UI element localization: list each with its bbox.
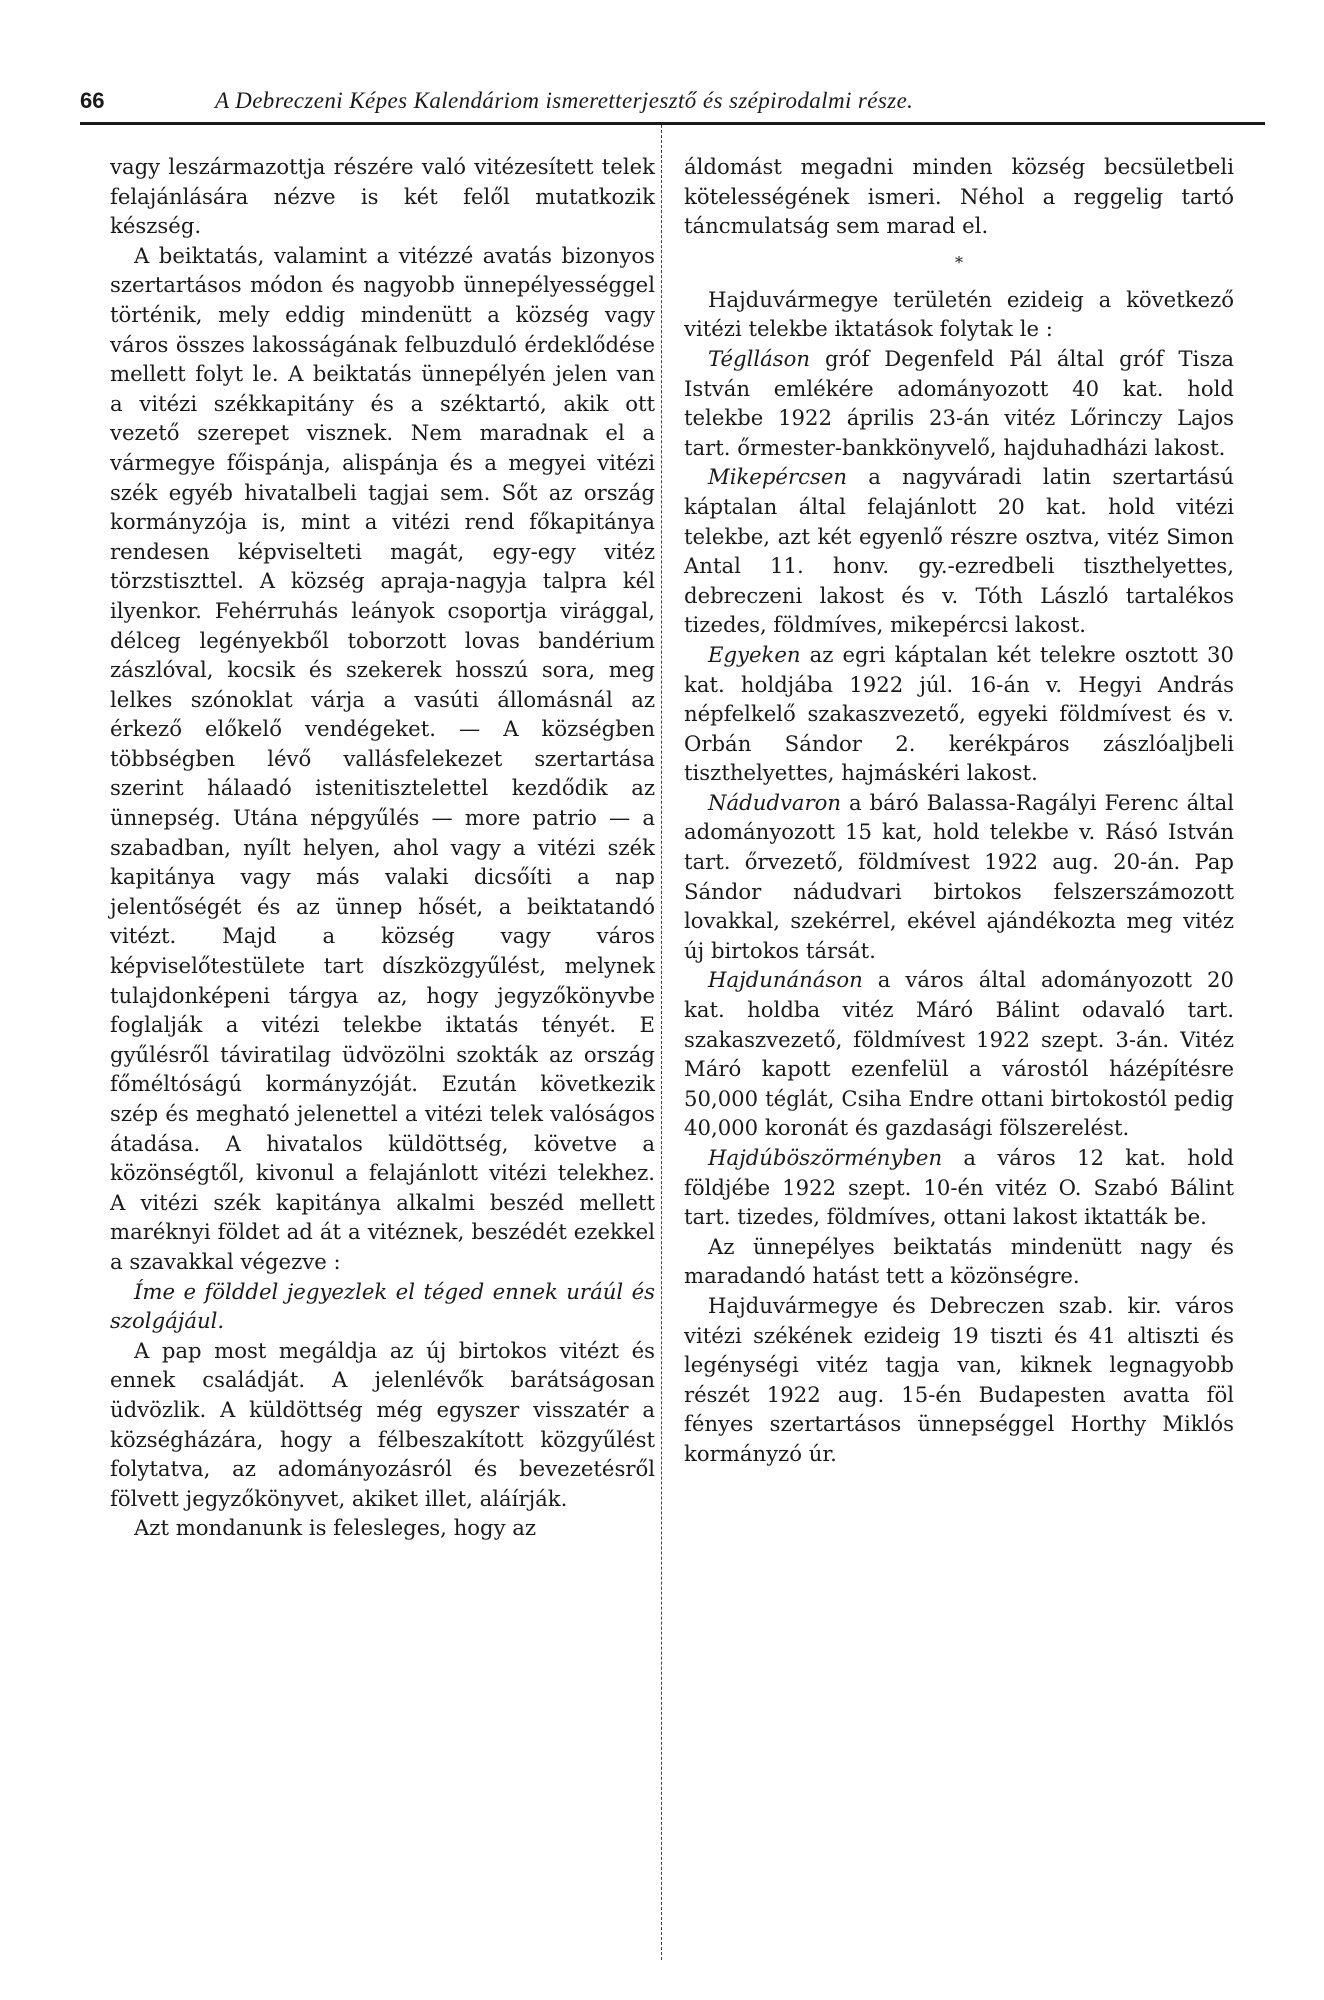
place-name: Hajdúböszörményben [708,1145,943,1170]
entry-hajdunanas [684,965,1234,1143]
entry-mikepercs [684,462,1234,640]
paragraph: vagy leszármazottja részére való vitézesített telek felajánlására nézve is két felől mutatkozik készség. [110,154,655,239]
paragraph: Hajduvármegye területén ezideig a következő vitézi telekbe iktatások folytak le : [684,286,1234,342]
entry-text: a város 12 kat. hold földjébe 1922 szept. 10-én vitéz O. Szabó Bálint tart. tizedes, földmíves, ottani lakost iktatták be. [684,1145,1234,1230]
paragraph: A pap most megáldja az új birtokos vitézt és ennek családját. A jelenlévők barátságosan üdvözlik. A küldöttség még egyszer visszatér a községházára, hogy a félbeszakított közgyűlést folytatva, az adományozásról és bevezetésről fölvett jegyzőkönyvet, akiket illet, aláírják. [110,1337,655,1511]
entry-text: a báró Balassa-Ragályi Ferenc által adományozott 15 kat, hold telekbe v. Rásó István tart. őrvezető, földmívest 1922 aug. 20-án. Pap Sándor nádudvari birtokos felszerszámozott lovakkal, szekérrel, ekével ajándékozta meg vitéz új birtokos társát. [684,789,1234,963]
quoted-oath: Íme e földdel jegyezlek el téged ennek uráúl és szolgájául. [110,1278,655,1334]
right-column [684,152,1234,1469]
column-divider [661,125,662,1960]
place-name: Hajdunánáson [708,967,863,993]
entry-text: az egri káptalan két telekre osztott 30 kat. holdjába 1922 júl. 16-án v. Hegyi András népfelkelő szakaszvezető, egyeki földmívest és v. Orbán Sándor 2. kerékpáros zászlóaljbeli tiszthelyettes, hajmáskéri lakost. [684,641,1234,786]
paragraph: Hajduvármegye és Debreczen szab. kir. város vitézi székének ezideig 19 tiszti és 41 altiszti és legénységi vitéz tagja van, kiknek legnagyobb részét 1922 aug. 15-én Budapesten avatta föl fényes szertartásos ünnepséggel Horthy Miklós kormányzó úr. [684,1292,1234,1466]
paragraph: Azt mondanunk is felesleges, hogy az [134,1515,537,1541]
entry-text: gróf Degenfeld Pál által gróf Tisza István emlékére adományozott 40 kat. hold telekbe 1922 április 23-án vitéz Lőrinczy Lajos tart. őrmester-bankkönyvelő, hajduhadházi lakost. [684,345,1234,460]
entry-egyek [684,640,1234,788]
entry-text: a nagyváradi latin szertartású káptalan által felajánlott 20 kat. hold vitézi telekbe, azt két egyenlő részre osztva, vitéz Simon Antal 11. honv. gy.-ezredbeli tiszthelyettes, debreczeni lakost és v. Tóth László tartalékos tizedes, földmíves, mikepércsi lakost. [684,464,1234,638]
place-name: Egyeken [708,641,801,667]
place-name: Nádudvaron [708,789,842,815]
paragraph: áldomást megadni minden község becsületbeli kötelességének ismeri. Néhol a reggelig tartó táncmulatság sem marad el. [684,154,1234,239]
entry-nadudvar [684,788,1234,966]
entry-hajduboszormeny [684,1143,1234,1232]
paragraph: Az ünnepélyes beiktatás mindenütt nagy és maradandó hatást tett a közönségre. [684,1233,1234,1289]
entry-teglas [684,344,1234,462]
section-separator-asterisk: * [955,252,963,272]
place-name: Mikepércsen [708,464,848,490]
header-rule [80,122,1265,125]
paragraph: A beiktatás, valamint a vitézzé avatás bizonyos szertartásos módon és nagyobb ünnepélyességgel történik, mely eddig mindenütt a község vagy város összes lakosságának felbuzduló érdeklődése mellett folyt le. A beiktatás ünnepélyén jelen van a vitézi székkapitány és a széktartó, akik ott vezető szerepet visznek. Nem maradnak el a vármegye főispánja, alispánja és a megyei vitézi szék egyéb hivatalbeli tagjai sem. Sőt az ország kormányzója is, mint a vitézi rend főkapitánya rendesen képviselteti magát, egy-egy vitéz törzstiszttel. A község apraja-nagyja talpra kél ilyenkor. Fehérruhás leányok csoportja virággal, délceg legényekből toborzott lovas bandérium zászlóval, kocsik és szekerek hosszú sora, meg lelkes szónoklat várja a vasúti állomásnál az érkező előkelő vendégeket. — A községben többségben lévő vallásfelekezet szertartása szerint hálaadó istenitisztelettel kezdődik az ünnepség. Utána népgyűlés — more patrio — a szabadban, nyílt helyen, ahol vagy a vitézi szék kapitánya vagy más valaki dicsőíti a nap jelentőségét és az ünnep hősét, a beiktatandó vitézt. Majd a község vagy város képviselőtestülete tart díszközgyűlést, melynek tulajdonképeni tárgya az, hogy jegyzőkönyvbe foglalják a vitézi telekbe iktatás tényét. E gyűlésről táviratilag üdvözölni szokták az ország főméltóságú kormányzóját. Ezután következik szép és megható jelenettel a vitézi telek valóságos átadása. A hivatalos küldöttség, követve a közönségtől, kivonul a felajánlott vitézi telekhez. A vitézi szék kapitánya alkalmi beszéd mellett maréknyi földet ad át a vitéznek, beszédét ezekkel a szavakkal végezve : [110,242,655,1274]
page-number: 66 [80,88,105,113]
page-header [80,88,1265,124]
left-column [110,152,655,1543]
running-title: A Debreczeni Képes Kalendáriom ismeretterjesztő és szépirodalmi része. [215,88,914,113]
place-name: Téglláson [708,345,811,371]
entry-text: a város által adományozott 20 kat. holdba vitéz Máró Bálint odavaló tart. szakaszvezető, földmívest 1922 szept. 3-án. Vitéz Máró kapott ezenfelül a várostól házépítésre 50,000 téglát, Csiha Endre ottani birtokostól pedig 40,000 koronát és gazdasági fölszerelést. [684,967,1234,1141]
